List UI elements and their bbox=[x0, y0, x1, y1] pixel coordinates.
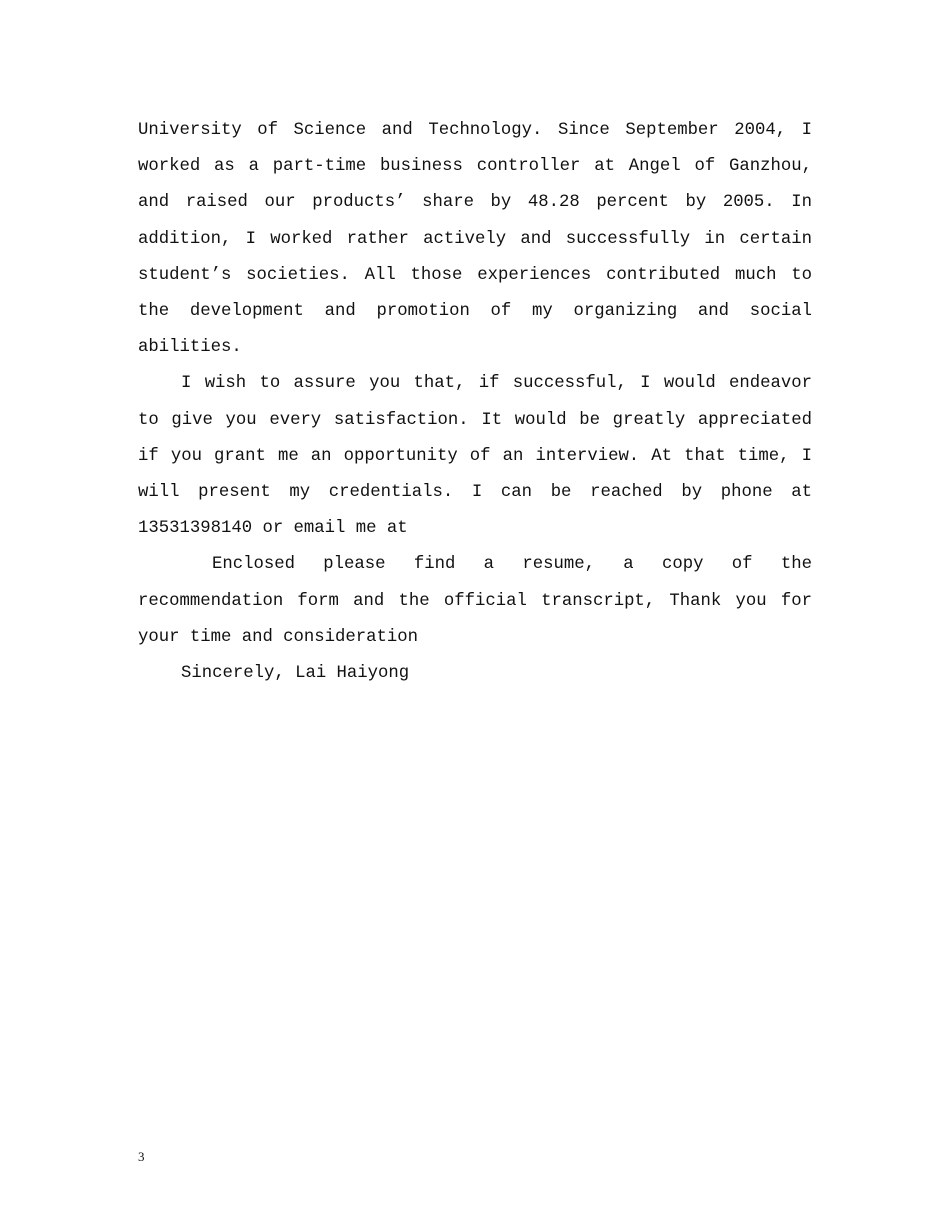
paragraph-assurance: I wish to assure you that, if successful, I would endeavor to give you every satisfaction. It would be greatly appreciated if you grant me an opportunity of an interview. At that time, I will present my credentials. I can be reached by phone at 13531398140 or email me at bbox=[138, 374, 812, 539]
paragraph-enclosures: Enclosed please find a resume, a copy of the recommendation form and the official transcript, Thank you for your time and consideration bbox=[138, 555, 812, 647]
letter-body bbox=[138, 113, 812, 692]
page-number: 3 bbox=[138, 1149, 145, 1164]
paragraph-experience: University of Science and Technology. Since September 2004, I worked as a part-time business controller at Angel of Ganzhou, and raised our products’ share by 48.28 percent by 2005. In addition, I worked rather actively and successfully in certain student’s societies. All those experiences contributed much to the development and promotion of my organizing and social abilities. bbox=[138, 121, 812, 358]
closing-signature: Sincerely, Lai Haiyong bbox=[181, 664, 410, 684]
